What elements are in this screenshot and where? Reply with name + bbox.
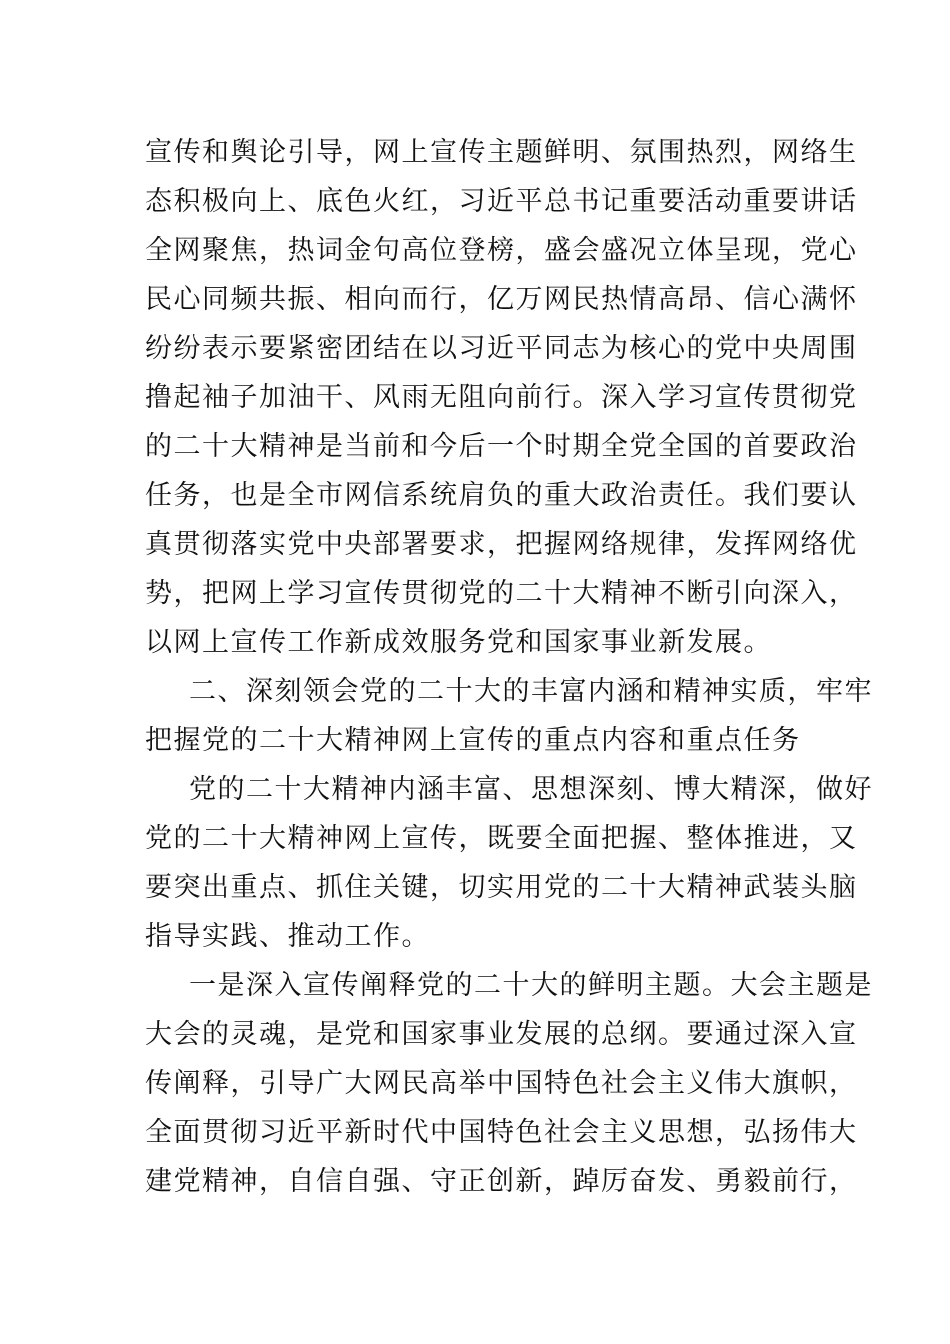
text-line: 真贯彻落实党中央部署要求，把握网络规律，发挥网络优 xyxy=(145,529,858,560)
section-heading-line: 二、深刻领会党的二十大的丰富内涵和精神实质，牢牢 xyxy=(189,676,873,707)
section-heading-line: 把握党的二十大精神网上宣传的重点内容和重点任务 xyxy=(145,725,801,756)
text-line: 党的二十大精神网上宣传，既要全面把握、整体推进，又 xyxy=(145,823,858,854)
text-line: 撸起袖子加油干、风雨无阻向前行。深入学习宣传贯彻党 xyxy=(145,382,858,413)
text-line: 党的二十大精神内涵丰富、思想深刻、博大精深，做好 xyxy=(189,774,873,805)
text-line: 全网聚焦，热词金句高位登榜，盛会盛况立体呈现，党心 xyxy=(145,235,858,266)
text-line: 宣传和舆论引导，网上宣传主题鲜明、氛围热烈，网络生 xyxy=(145,137,858,168)
text-line: 势，把网上学习宣传贯彻党的二十大精神不断引向深入， xyxy=(145,578,858,609)
text-line: 纷纷表示要紧密团结在以习近平同志为核心的党中央周围 xyxy=(145,333,858,364)
text-line: 建党精神，自信自强、守正创新，踔厉奋发、勇毅前行， xyxy=(145,1166,858,1197)
text-line: 民心同频共振、相向而行，亿万网民热情高昂、信心满怀 xyxy=(145,284,858,315)
text-line: 的二十大精神是当前和今后一个时期全党全国的首要政治 xyxy=(145,431,858,462)
text-line: 指导实践、推动工作。 xyxy=(145,921,430,952)
text-line: 一是深入宣传阐释党的二十大的鲜明主题。大会主题是 xyxy=(189,970,873,1001)
text-line: 任务，也是全市网信系统肩负的重大政治责任。我们要认 xyxy=(145,480,858,511)
text-line: 传阐释，引导广大网民高举中国特色社会主义伟大旗帜， xyxy=(145,1068,858,1099)
text-line: 大会的灵魂，是党和国家事业发展的总纲。要通过深入宣 xyxy=(145,1019,858,1050)
text-line: 以网上宣传工作新成效服务党和国家事业新发展。 xyxy=(145,627,772,658)
text-line: 态积极向上、底色火红，习近平总书记重要活动重要讲话 xyxy=(145,186,858,217)
text-line: 要突出重点、抓住关键，切实用党的二十大精神武装头脑 xyxy=(145,872,858,903)
text-line: 全面贯彻习近平新时代中国特色社会主义思想，弘扬伟大 xyxy=(145,1117,858,1148)
